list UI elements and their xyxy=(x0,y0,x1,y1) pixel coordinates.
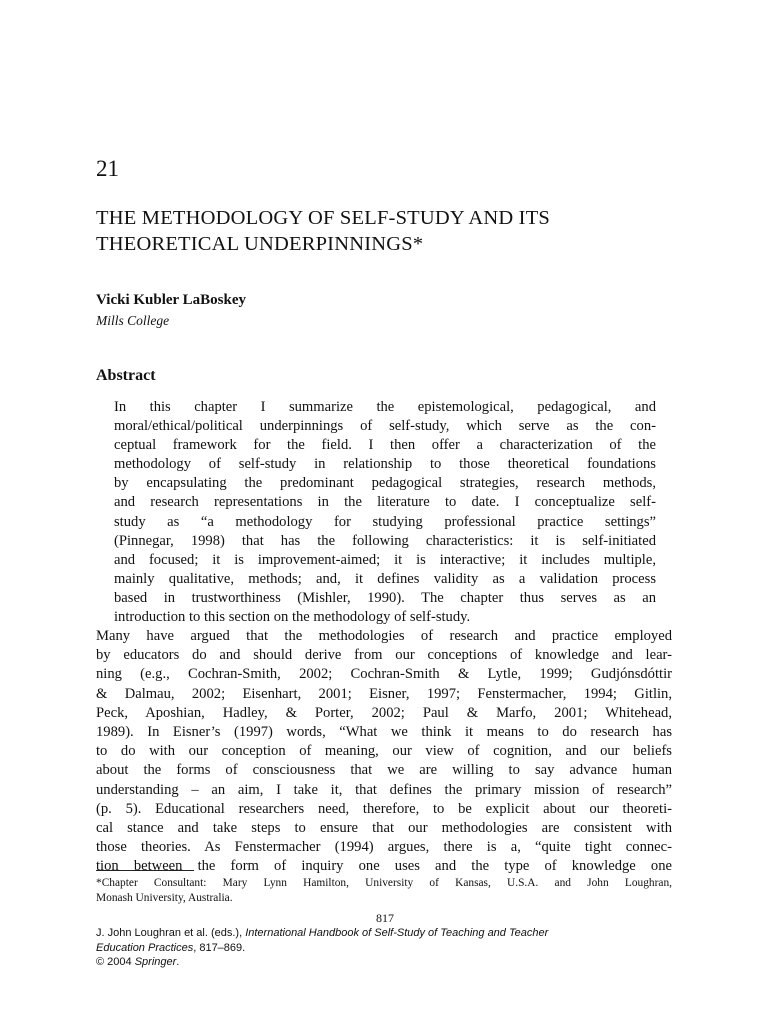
citation-copyright: © 2004 xyxy=(96,956,135,968)
body-line: by educators do and should derive from our conceptions of knowledge and lear- xyxy=(96,647,672,664)
citation-line-2 xyxy=(96,941,672,956)
citation-editors: J. John Loughran et al. (eds.), xyxy=(96,927,246,939)
body-line: Many have argued that the methodologies of research and practice employed xyxy=(96,628,672,644)
abstract-line: In this chapter I summarize the epistemological, pedagogical, and xyxy=(114,399,656,415)
body-line: about the forms of consciousness that we are willing to say advance human xyxy=(96,762,672,779)
footnote xyxy=(96,876,672,905)
body-line: understanding – an aim, I take it, that defines the primary mission of research” xyxy=(96,781,672,798)
chapter-title xyxy=(96,205,696,257)
body-paragraph xyxy=(96,627,672,877)
abstract-line: study as “a methodology for studying professional practice settings” xyxy=(114,513,656,530)
citation-line-1 xyxy=(96,926,672,941)
chapter-number: 21 xyxy=(96,156,119,181)
body-line: (p. 5). Educational researchers need, therefore, to be explicit about our theoreti- xyxy=(96,800,672,817)
chapter-title-line: THEORETICAL UNDERPINNINGS* xyxy=(96,233,424,255)
abstract-text xyxy=(114,398,656,627)
body-line: 1989). In Eisner’s (1997) words, “What we think it means to do research has xyxy=(96,724,672,741)
author-affiliation: Mills College xyxy=(96,313,170,328)
page-number: 817 xyxy=(376,911,394,925)
abstract-line: and focused; it is improvement-aimed; it is interactive; it includes multiple, xyxy=(114,551,656,568)
citation-book-title: International Handbook of Self-Study of Teaching and Teacher xyxy=(245,927,549,939)
citation-publisher: Springer xyxy=(134,956,177,968)
abstract-line: introduction to this section on the methodology of self-study. xyxy=(114,609,471,626)
citation-pages: , 817–869. xyxy=(193,941,246,954)
abstract-line: ceptual framework for the field. I then offer a characterization of the xyxy=(114,437,656,454)
body-line: those theories. As Fenstermacher (1994) argues, there is a, “quite tight connec- xyxy=(96,839,672,856)
body-line: Peck, Aposhian, Hadley, & Porter, 2002; Paul & Marfo, 2001; Whitehead, xyxy=(96,704,672,721)
source-citation xyxy=(96,926,672,970)
abstract-line: (Pinnegar, 1998) that has the following characteristics: it is self-initiated xyxy=(114,532,656,549)
body-line: & Dalmau, 2002; Eisenhart, 2001; Eisner, 1997; Fenstermacher, 1994; Gitlin, xyxy=(96,685,672,702)
body-line: ning (e.g., Cochran-Smith, 2002; Cochran-Smith & Lytle, 1999; Gudjónsdóttir xyxy=(96,666,672,683)
chapter-title-line: THE METHODOLOGY OF SELF-STUDY AND ITS xyxy=(96,207,551,229)
abstract-line: based in trustworthiness (Mishler, 1990). The chapter thus serves as an xyxy=(114,589,656,606)
author-name: Vicki Kubler LaBoskey xyxy=(96,292,247,308)
citation-line-3 xyxy=(96,955,672,970)
citation-period: . xyxy=(176,956,180,968)
abstract-line: by encapsulating the predominant pedagogical strategies, research methods, xyxy=(114,475,656,492)
footnote-line: *Chapter Consultant: Mary Lynn Hamilton, University of Kansas, U.S.A. and John Loughran, xyxy=(96,877,672,889)
abstract-heading: Abstract xyxy=(96,367,156,384)
body-line: to do with our conception of meaning, our view of cognition, and our beliefs xyxy=(96,743,672,760)
abstract-line: methodology of self-study in relationship to those theoretical foundations xyxy=(114,456,656,473)
footnote-divider xyxy=(96,870,194,871)
abstract-line: mainly qualitative, methods; and, it defines validity as a validation process xyxy=(114,570,656,587)
abstract-line: moral/ethical/political underpinnings of self-study, which serve as the con- xyxy=(114,418,656,435)
body-line: tion between the form of inquiry one uses and the type of knowledge one xyxy=(96,858,672,875)
footnote-line: Monash University, Australia. xyxy=(96,891,233,904)
body-line: cal stance and take steps to ensure that our methodologies are consistent with xyxy=(96,820,672,837)
citation-book-title-cont: Education Practices xyxy=(96,941,194,954)
abstract-line: and research representations in the literature to date. I conceptualize self- xyxy=(114,494,656,511)
